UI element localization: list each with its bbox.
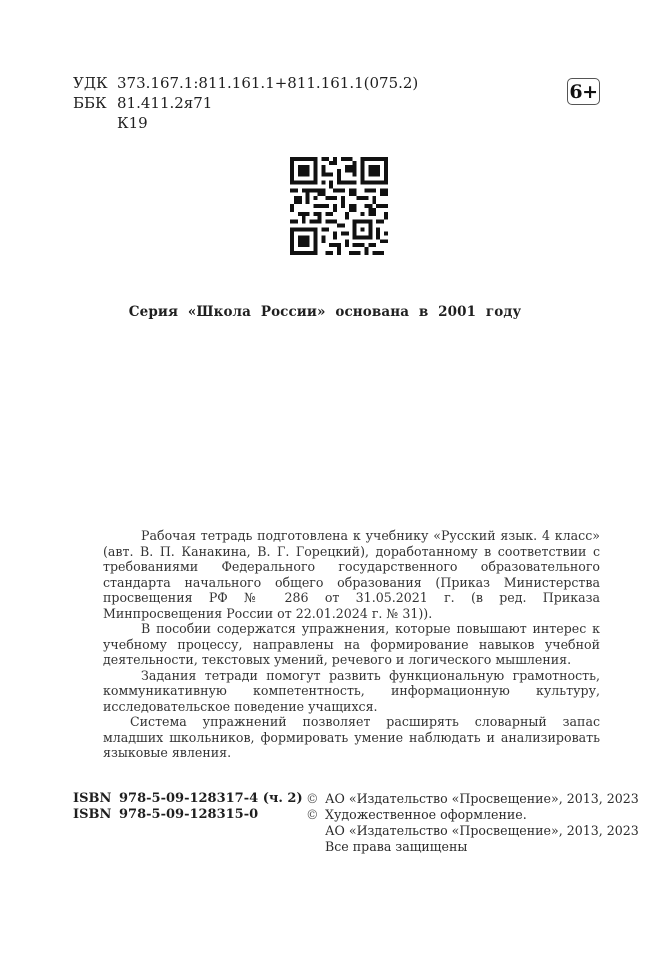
author-mark-row [73,113,418,133]
copyright-row [306,791,639,807]
udk-label: УДК [73,74,108,92]
annotation-text [103,528,600,761]
copyright-block [306,791,639,855]
isbn-label: ISBN [73,791,112,806]
annotation-paragraph: В пособии содержатся упражнения, которые повышают интерес к учебному процессу, направлены на формирование навыков учебной деятельности, текстовых умений, речевого и логического мышления. [103,621,600,667]
qr-code-icon[interactable] [290,157,388,255]
udk-value: 373.167.1:811.161.1+811.161.1(075.2) [117,74,419,92]
bbk-value: 81.411.2я71 [117,94,213,112]
annotation-paragraph: Рабочая тетрадь подготовлена к учебнику «Русский язык. 4 класс» (авт. В. П. Канакина, В. Г. Горецкий), доработанному в соответствии с требованиями Федерального государственного образовательного стандарта начального общего образования (Приказ Министерства просвещения РФ № 286 от 31.05.2021 г. (в ред. Приказа Минпросвещения России от 22.01.2024 г. № 31)). [103,528,600,621]
isbn-value: 978-5-09-128315-0 [119,807,259,822]
udk-row [73,73,418,93]
bbk-label: ББК [73,94,107,112]
isbn-block [73,791,303,823]
copyright-row [306,839,639,855]
copyright-icon: © [306,791,319,806]
annotation-paragraph: Система упражнений позволяет расширять словарный запас младших школьников, формировать умение наблюдать и анализировать языковые явления. [103,714,600,760]
rights-reserved-text: Все права защищены [325,839,468,854]
copyright-row [306,823,639,839]
copyright-row [306,807,639,823]
isbn-row [73,807,303,823]
copyright-text: АО «Издательство «Просвещение», 2013, 2023 [325,823,639,838]
copyright-icon: © [306,807,319,822]
copyright-text: Художественное оформление. [325,807,527,822]
isbn-row [73,791,303,807]
isbn-value: 978-5-09-128317-4 (ч. 2) [119,791,303,806]
isbn-label: ISBN [73,807,112,822]
annotation-paragraph: Задания тетради помогут развить функциональную грамотность, коммуникативную компетентность, информационную культуру, исследовательское поведение учащихся. [103,667,600,714]
classification-codes [73,73,418,133]
author-mark: К19 [117,114,148,132]
copyright-text: АО «Издательство «Просвещение», 2013, 2023 [325,791,639,806]
age-rating-badge: 6+ [567,78,600,105]
series-line: Серия «Школа России» основана в 2001 году [128,304,522,320]
bbk-row [73,93,418,113]
